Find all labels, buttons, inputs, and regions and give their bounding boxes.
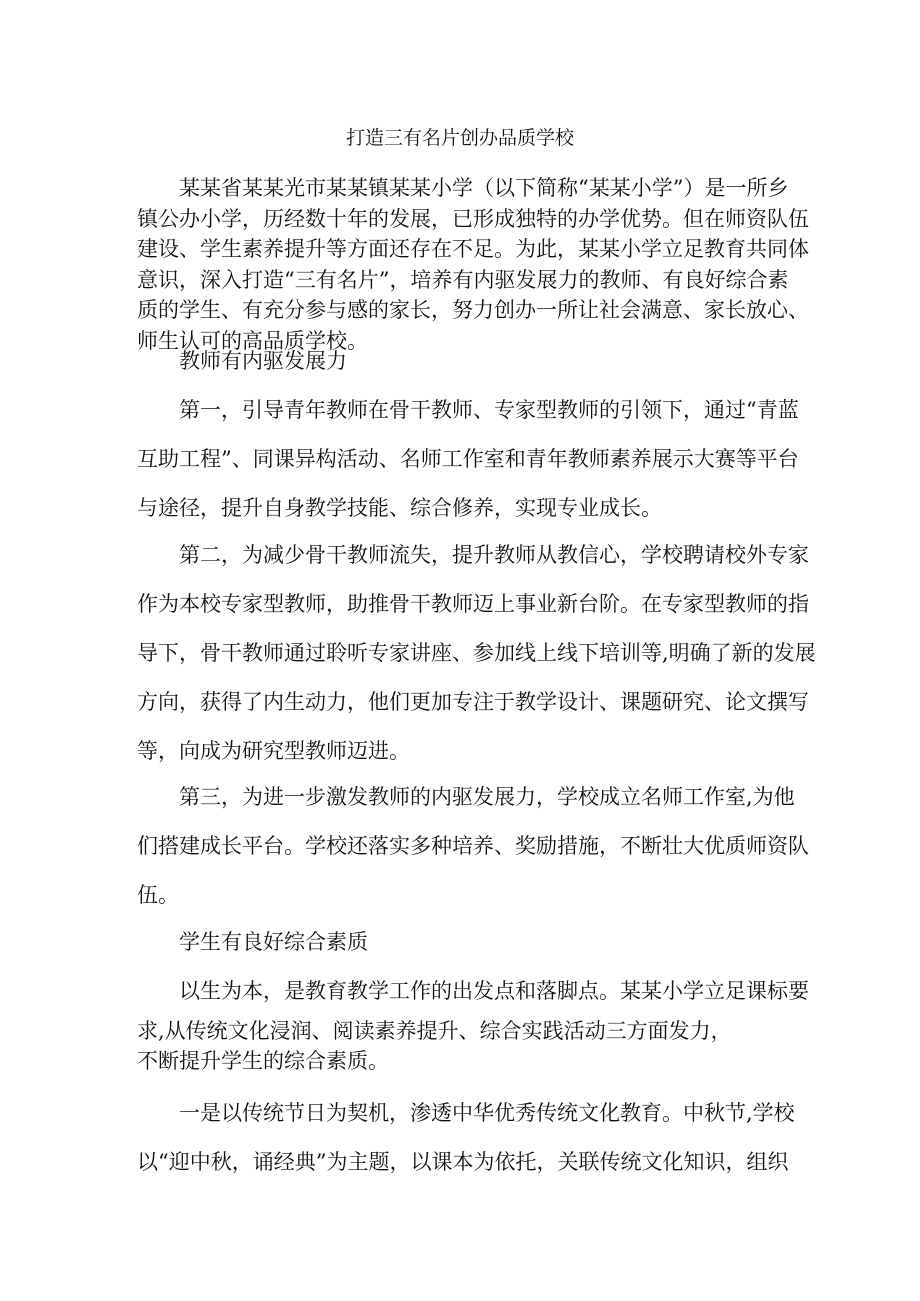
text-line: 第二，为减少骨干教师流失，提升教师从教信心，学校聘请校外专家 — [179, 543, 809, 567]
text-line: 作为本校专家型教师，助推骨干教师迈上事业新台阶。在专家型教师的指 — [137, 592, 809, 616]
text-line: 以生为本，是教育教学工作的出发点和落脚点。某某小学立足课标要 — [179, 979, 809, 1003]
text-line: 导下，骨干教师通过聆听专家讲座、参加线上线下培训等,明确了新的发展 — [137, 641, 816, 665]
paragraph-first — [137, 386, 799, 533]
intro-paragraph — [137, 173, 809, 356]
paragraph-students-intro — [137, 967, 809, 1076]
text-line: 第三，为进一步激发教师的内驱发展力，学校成立名师工作室,为他 — [179, 785, 795, 809]
paragraph-third — [137, 773, 809, 920]
heading-text: 学生有良好综合素质 — [179, 930, 368, 954]
text-line: 等，向成为研究型教师迈进。 — [137, 739, 410, 763]
text-line: 与途径，提升自身教学技能、综合修养，实现专业成长。 — [137, 496, 662, 520]
text-line: 以“迎中秋，诵经典”为主题，以课本为依托，关联传统文化知识，组织 — [137, 1150, 789, 1174]
text-line: 伍。 — [137, 883, 179, 907]
text-line: 一是以传统节日为契机，渗透中华优秀传统文化教育。中秋节,学校 — [179, 1101, 795, 1125]
text-line: 镇公办小学，历经数十年的发展，已形成独特的办学优势。但在师资队伍 — [137, 206, 809, 231]
document-title: 打造三有名片创办品质学校 — [345, 127, 574, 149]
text-line: 第一，引导青年教师在骨干教师、专家型教师的引领下，通过“青蓝 — [179, 398, 799, 422]
paragraph-second — [137, 531, 816, 776]
heading-text: 教师有内驱发展力 — [179, 349, 347, 373]
text-line: 方向，获得了内生动力，他们更加专注于教学设计、课题研究、论文撰写 — [137, 690, 809, 714]
text-line: 建设、学生素养提升等方面还存在不足。为此，某某小学立足教育共同体 — [137, 237, 809, 261]
text-line: 某某省某某光市某某镇某某小学（以下简称“某某小学”）是一所乡 — [179, 176, 789, 200]
text-line: 互助工程”、同课异构活动、名师工作室和青年教师素养展示大赛等平台 — [137, 447, 799, 471]
text-line: 意识，深入打造“三有名片”，培养有内驱发展力的教师、有良好综合素 — [137, 267, 789, 292]
section-heading-students — [137, 918, 787, 967]
text-line: 不断提升学生的综合素质。 — [137, 1049, 389, 1073]
section-heading-teachers — [137, 337, 787, 386]
text-line: 求,从传统文化浸润、阅读素养提升、综合实践活动三方面发力， — [137, 1019, 732, 1043]
text-line: 师生认可的高品质学校。 — [137, 328, 368, 353]
text-line: 们搭建成长平台。学校还落实多种培养、奖励措施，不断壮大优质师资队 — [137, 834, 809, 858]
text-line: 质的学生、有充分参与感的家长，努力创办一所让社会满意、家长放心、 — [137, 298, 809, 322]
paragraph-traditional-culture — [137, 1089, 795, 1187]
